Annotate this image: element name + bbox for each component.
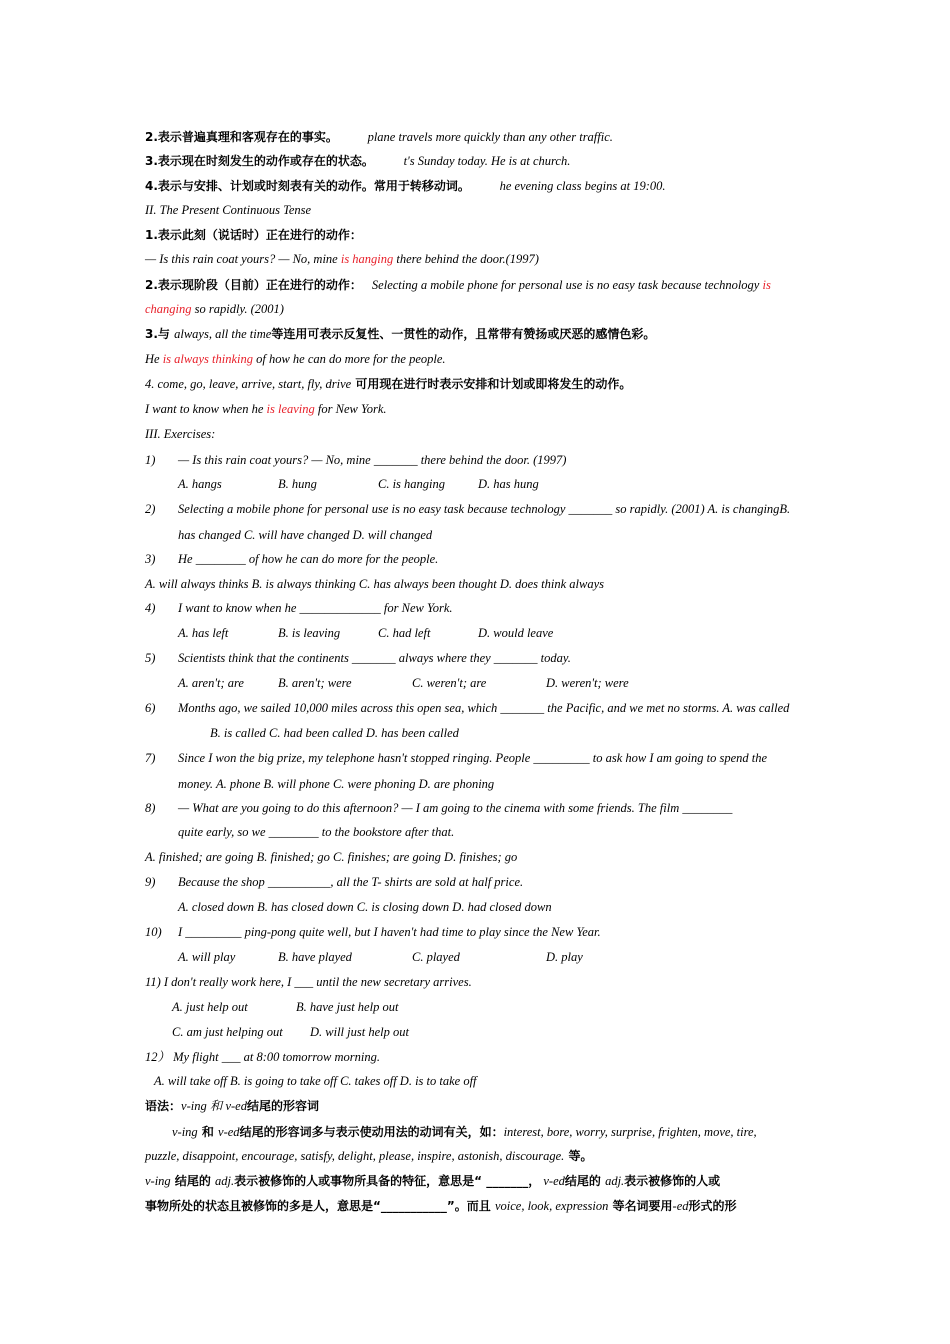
exercise-11-options-b: C. am just helping out D. will just help out bbox=[172, 1025, 409, 1039]
rule-3-cn: 3.表示现在时刻发生的动作或存在的状态。 bbox=[145, 154, 374, 168]
grammar-para-2: v-ing 结尾的 adj.表示被修饰的人或事物所具备的特征，意思是“ _______， v-ed结尾的 adj.表示被修饰的人或 bbox=[145, 1174, 721, 1188]
exercise-2: 2) Selecting a mobile phone for personal use is no easy task because technology _______ so rapidly. (2001) A. is changingB. bbox=[145, 502, 791, 516]
continuous-rule-2: 2.表示现阶段（目前）正在进行的动作： Selecting a mobile phone for personal use is no easy task because technology is bbox=[145, 278, 771, 292]
exercise-1-options: A. hangs B. hung C. is hanging D. has hung bbox=[178, 477, 539, 491]
section-3-title: III. Exercises: bbox=[145, 427, 216, 441]
exercise-6: 6) Months ago, we sailed 10,000 miles across this open sea, which _______ the Pacific, and we met no storms. A. was called bbox=[145, 701, 790, 715]
exercise-5-options: A. aren't; are B. aren't; were C. weren't; are D. weren't; were bbox=[178, 676, 629, 690]
exercise-12: 12） My flight ___ at 8:00 tomorrow morning. bbox=[145, 1050, 380, 1064]
rule-3-example: t's Sunday today. He is at church. bbox=[403, 154, 571, 168]
rule-2 bbox=[145, 130, 810, 144]
rule-3 bbox=[145, 154, 810, 168]
exercise-2-cont: has changed C. will have changed D. will changed bbox=[178, 528, 433, 542]
exercise-7: 7) Since I won the big prize, my telephone hasn't stopped ringing. People _________ to ask how I am going to spend the bbox=[145, 751, 768, 765]
exercise-3-options: A. will always thinks B. is always thinking C. has always been thought D. does think always bbox=[145, 577, 605, 591]
continuous-rule-1: 1.表示此刻（说话时）正在进行的动作： bbox=[145, 228, 362, 242]
exercise-10: 10) I _________ ping-pong quite well, but I haven't had time to play since the New Year. bbox=[145, 925, 601, 939]
continuous-rule-3: 3.与 always, all the time等连用可表示反复性、一贯性的动作，且常带有赞扬或厌恶的感情色彩。 bbox=[145, 327, 656, 341]
exercise-8-options: A. finished; are going B. finished; go C. finishes; are going D. finishes; go bbox=[145, 850, 518, 864]
exercise-12-options: A. will take off B. is going to take off C. takes off D. is to take off bbox=[154, 1074, 477, 1088]
exercise-6-cont: B. is called C. had been called D. has been called bbox=[210, 726, 459, 740]
continuous-example-2-cont: changing so rapidly. (2001) bbox=[145, 302, 284, 316]
continuous-rule-4: 4. come, go, leave, arrive, start, fly, drive 可用现在进行时表示安排和计划或即将发生的动作。 bbox=[145, 377, 632, 391]
exercise-9: 9) Because the shop __________, all the T- shirts are sold at half price. bbox=[145, 875, 524, 889]
exercise-4-options: A. has left B. is leaving C. had left D. would leave bbox=[178, 626, 554, 640]
grammar-para-1: v-ing 和 v-ed结尾的形容词多与表示使动用法的动词有关，如：interest, bore, worry, surprise, frighten, move, tire, bbox=[172, 1125, 757, 1139]
exercise-3: 3) He ________ of how he can do more for the people. bbox=[145, 552, 439, 566]
exercise-7-cont: money. A. phone B. will phone C. were phoning D. are phoning bbox=[178, 777, 495, 791]
continuous-example-4: I want to know when he is leaving for New York. bbox=[145, 402, 387, 416]
section-2-title: II. The Present Continuous Tense bbox=[145, 203, 312, 217]
exercise-9-options: A. closed down B. has closed down C. is closing down D. had closed down bbox=[178, 900, 552, 914]
exercise-5: 5) Scientists think that the continents _______ always where they _______ today. bbox=[145, 651, 571, 665]
continuous-example-3: He is always thinking of how he can do more for the people. bbox=[145, 352, 446, 366]
rule-2-cn: 2.表示普遍真理和客观存在的事实。 bbox=[145, 130, 338, 144]
rule-4-cn: 4.表示与安排、计划或时刻表有关的动作。常用于转移动词。 bbox=[145, 179, 470, 193]
exercise-10-options: A. will play B. have played C. played D. play bbox=[178, 950, 583, 964]
rule-2-example: plane travels more quickly than any other traffic. bbox=[367, 130, 613, 144]
exercise-4: 4) I want to know when he _____________ for New York. bbox=[145, 601, 453, 615]
rule-4 bbox=[145, 179, 810, 193]
continuous-example-1: — Is this rain coat yours? — No, mine is hanging there behind the door.(1997) bbox=[145, 252, 539, 266]
exercise-8-cont: quite early, so we ________ to the bookstore after that. bbox=[178, 825, 455, 839]
rule-4-example: he evening class begins at 19:00. bbox=[499, 179, 666, 193]
grammar-para-1-cont: puzzle, disappoint, encourage, satisfy, delight, please, inspire, astonish, discourage. 等。 bbox=[145, 1149, 593, 1163]
grammar-title: 语法：v-ing 和 v-ed结尾的形容词 bbox=[145, 1099, 319, 1113]
exercise-11: 11) I don't really work here, I ___ until the new secretary arrives. bbox=[145, 975, 472, 989]
grammar-para-2-cont: 事物所处的状态且被修饰的多是人，意思是“___________”。而且 voice, look, expression 等名词要用-ed形式的形 bbox=[145, 1199, 737, 1213]
exercise-8: 8) — What are you going to do this afternoon? — I am going to the cinema with some friends. The film ________ bbox=[145, 801, 733, 815]
exercise-1: 1) — Is this rain coat yours? — No, mine _______ there behind the door. (1997) bbox=[145, 453, 567, 467]
exercise-11-options-a: A. just help out B. have just help out bbox=[172, 1000, 399, 1014]
